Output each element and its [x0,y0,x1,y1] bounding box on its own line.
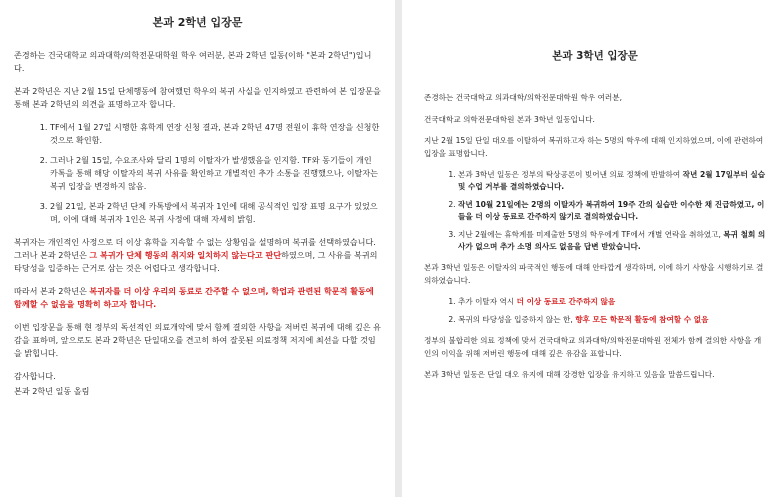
left-signature: 본과 2학년 일동 올림 [14,386,90,396]
text-segment: 본과 3학년 일동은 정부의 탁상공론이 빚어낸 의료 정책에 반발하여 [458,170,683,180]
highlighted-text: 그 복귀가 단체 행동의 취지와 일치하지 않는다고 판단 [89,250,282,260]
list-item: 3. 2월 21일, 본과 2학년 단체 카톡방에서 복귀자 1인에 대해 공식적인 입장 표명 요구가 있었으며, 이에 대해 복귀자 1인은 복귀 사정에 대해 자세히 밝힘. [50,200,381,226]
highlighted-text: 복귀자를 더 이상 우리의 동료로 간주할 수 없으며, 학업과 관련된 학문적 활동에 함께할 수 없음을 명확히 하고자 합니다. [14,286,374,309]
list-item [458,296,766,308]
right-numbered-list-2 [424,296,766,326]
left-paragraph-judgement [14,236,381,275]
left-thanks: 감사합니다. [14,371,56,381]
left-document-title: 본과 2학년 입장문 [152,16,243,29]
right-document-title: 본과 3학년 입장문 [552,50,638,62]
text-segment: 복귀자는 개인적인 사정으로 더 이상 휴학을 지속할 수 없는 상황임을 설명하며 복귀를 선택하였습니다. 그러나 본과 2학년은 [14,237,376,260]
text-segment: 지난 2월에는 휴학계를 미제출한 5명의 학우에게 TF에서 개별 연락을 취하였고, [458,229,724,239]
left-paragraph-decision [14,285,381,311]
right-numbered-list-1 [424,169,766,253]
right-resolution-intro: 본과 3학년 일동은 이탈자의 파국적인 행동에 대해 안타깝게 생각하며, 이에 하기 사항을 시행하기로 결의하였습니다. [424,263,764,285]
list-item [458,229,766,254]
list-item [458,169,766,194]
right-intro: 지난 2월 15일 단일 대오를 이탈하여 복귀하고자 하는 5명의 학우에 대해 인지하였으며, 이에 관련하여 입장을 표명합니다. [424,136,764,158]
list-item: 2. 그러나 2월 15일, 수요조사와 달리 1명의 이탈자가 발생했음을 인지함. TF와 동기들이 개인 카톡을 통해 해당 이탈자의 복귀 사유를 확인하고 개별적인 추가 소통을 진행했으나, 이탈자는 복귀 입장을 변경하지 않음. [50,154,381,193]
text-segment: 하였으며, 그 사유를 복귀의 타당성을 입증하는 근거로 삼는 것은 어렵다고 생각합니다. [14,250,378,273]
right-closing-paragraph: 본과 3학년 일동은 단일 대오 유지에 대해 강경한 입장을 유지하고 있음을 말씀드립니다. [424,369,715,379]
list-item [458,314,766,326]
right-greeting: 존경하는 건국대학교 의과대학/의학전문대학원 학우 여러분, [424,93,623,103]
list-item: 1. TF에서 1월 27일 시행한 휴학계 연장 신청 결과, 본과 2학년 47명 전원이 휴학 연장을 신청한 것으로 확인함. [50,121,381,147]
text-segment: 따라서 본과 2학년은 [14,286,90,296]
bold-text: 복귀 철회 의사가 없으며 추가 소명 의사도 없음을 답변 받았습니다. [458,229,766,252]
text-segment: 추가 이탈자 역시 [458,297,517,307]
bold-text: 작년 2월 17일부터 실습 및 수업 거부를 결의하였습니다. [458,170,766,192]
left-greeting: 존경하는 건국대학교 의과대학/의학전문대학원 학우 여러분, 본과 2학년 일동(이하 "본과 2학년")입니다. [14,50,372,73]
highlighted-text: 더 이상 동료로 간주하지 않음 [516,297,616,307]
highlighted-text: 향후 모든 학문적 활동에 참여할 수 없음 [575,314,709,324]
bold-text: 작년 10월 21일에는 2명의 이탈자가 복귀하여 19주 간의 실습만 이수한 채 진급하였고, 이들을 더 이상 동료로 간주하지 않기로 결의하였습니다. [458,199,765,222]
right-document-page [402,0,780,497]
right-sender: 건국대학교 의학전문대학원 본과 3학년 일동입니다. [424,114,595,124]
left-intro: 본과 2학년은 지난 2월 15일 단체행동에 참여했던 학우의 복귀 사실을 인지하였고 관련하여 본 입장문을 통해 본과 2학년의 의견을 표명하고자 합니다. [14,86,381,109]
list-item [458,199,766,224]
text-segment: 복귀의 타당성을 입증하지 않는 한, [458,314,576,324]
right-regret-paragraph: 정부의 불합리한 의료 정책에 맞서 건국대학교 의과대학/의학전문대학원 전체가 함께 결의한 사항을 개인의 이익을 위해 저버린 행동에 대해 깊은 유감을 표합니다. [424,336,762,358]
left-numbered-list [14,121,381,226]
left-paragraph-closing: 이번 입장문을 통해 현 정부의 독선적인 의료개악에 맞서 함께 결의한 사항을 저버린 복귀에 대해 깊은 유감을 표하며, 앞으로도 본과 2학년은 단일대오를 견고히 하여 잘못된 의료정책 저지에 최선을 다할 것임을 밝힙니다. [14,322,381,358]
